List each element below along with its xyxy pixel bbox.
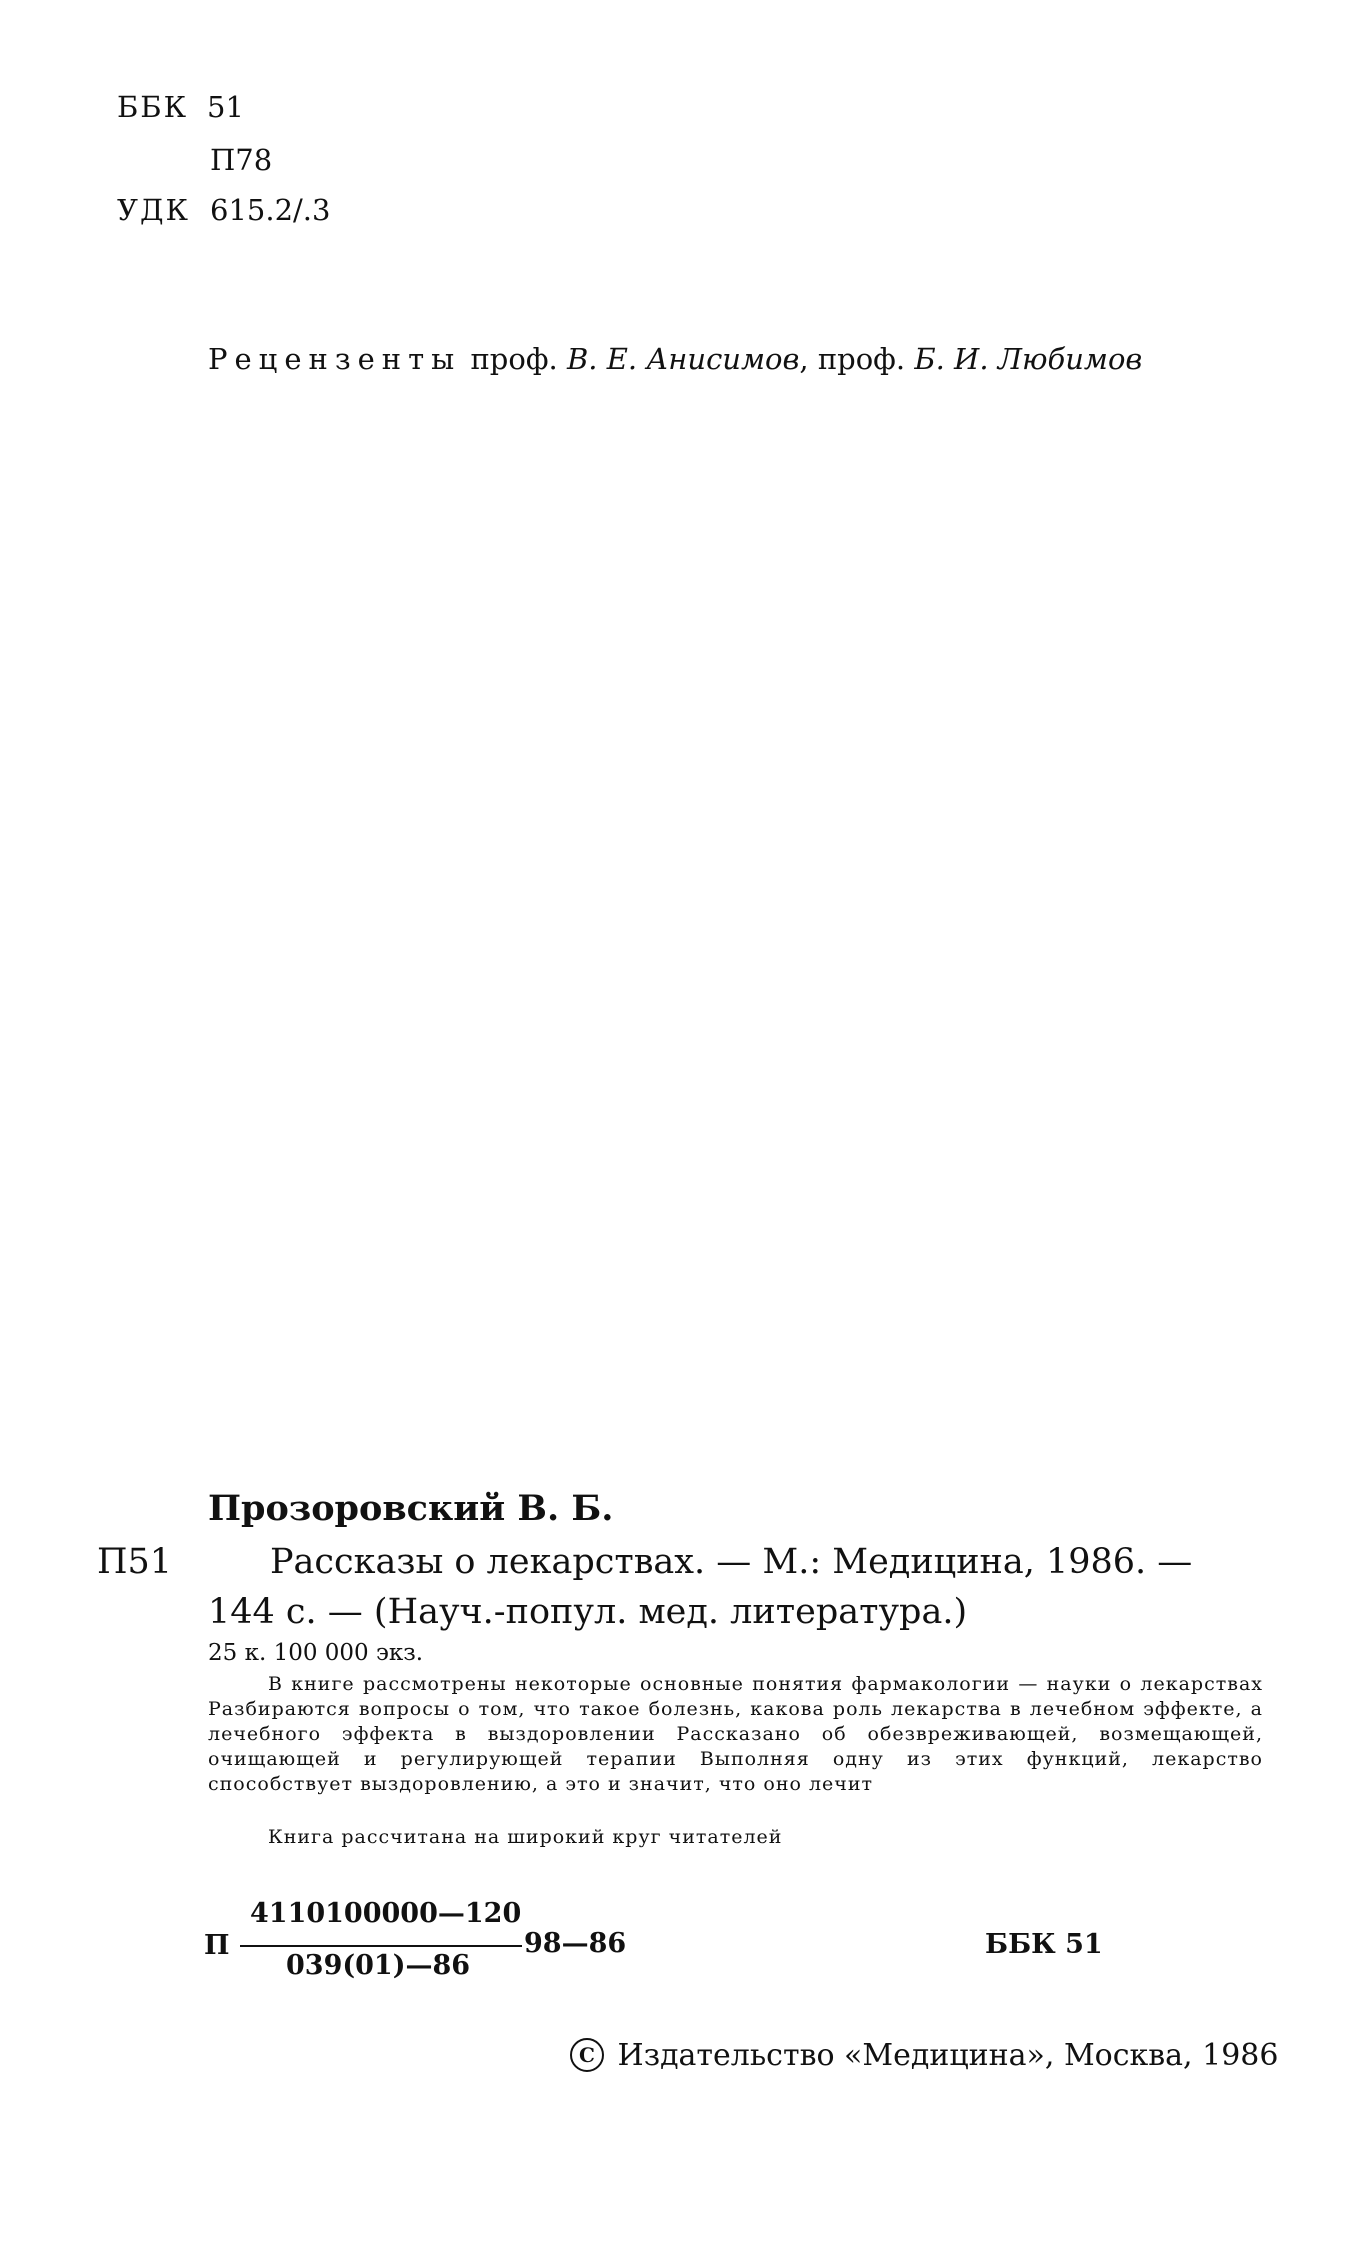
udk-label: УДК bbox=[117, 193, 190, 227]
reviewer-1-title: проф. bbox=[470, 342, 558, 376]
bbk-value: 51 bbox=[207, 90, 244, 124]
card-title-line-2: 144 с. — (Науч.-попул. мед. литература.) bbox=[208, 1592, 968, 1632]
card-annotation-text: В книге рассмотрены некоторые основные понятия фармакологии — науки о лекарствах Разбираются вопросы о том, что такое болезнь, какова роль лекарства в лечебном эффекте, а лечебного эффекта в выздоровлении Рассказано об обезвреживающей, возмещающей, очищающей и регулирующей терапии Выполняя одну из этих функций, лекарство способствует выздоровлению, а это и значит, что оно лечит bbox=[208, 1673, 1263, 1795]
copyright-icon: C bbox=[570, 2038, 604, 2072]
card-price-run: 25 к. 100 000 экз. bbox=[208, 1640, 424, 1666]
reviewer-2-name: Б. И. Любимов bbox=[914, 342, 1143, 376]
index-suffix: 98—86 bbox=[524, 1928, 627, 1959]
index-numerator: 4110100000—120 bbox=[250, 1898, 522, 1929]
card-code: П51 bbox=[97, 1542, 173, 1582]
card-author: Прозоровский В. Б. bbox=[208, 1488, 614, 1529]
author-code: П78 bbox=[210, 143, 273, 177]
copyright-text: Издательство «Медицина», Москва, 1986 bbox=[617, 2038, 1279, 2073]
card-title-line-1: Рассказы о лекарствах. — М.: Медицина, 1986. — bbox=[270, 1542, 1193, 1582]
index-prefix: П bbox=[204, 1930, 230, 1961]
card-audience: Книга рассчитана на широкий круг читателей bbox=[268, 1826, 783, 1848]
reviewer-1-name: В. Е. Анисимов bbox=[566, 342, 800, 376]
copyright-line bbox=[570, 2038, 1278, 2073]
udk-value: 615.2/.3 bbox=[210, 193, 331, 227]
publication-index bbox=[204, 1898, 644, 1988]
bbk-label: ББК bbox=[117, 90, 189, 124]
index-denominator: 039(01)—86 bbox=[286, 1950, 471, 1981]
reviewer-2-title: проф. bbox=[817, 342, 906, 376]
reviewers-label: Рецензенты bbox=[208, 342, 462, 376]
card-annotation bbox=[208, 1672, 1263, 1797]
fraction-bar bbox=[240, 1945, 522, 1947]
reviewers-line: Рецензенты проф. В. Е. Анисимов, проф. Б. И. Любимов bbox=[208, 342, 1143, 376]
footer-bbk: ББК 51 bbox=[985, 1929, 1103, 1960]
